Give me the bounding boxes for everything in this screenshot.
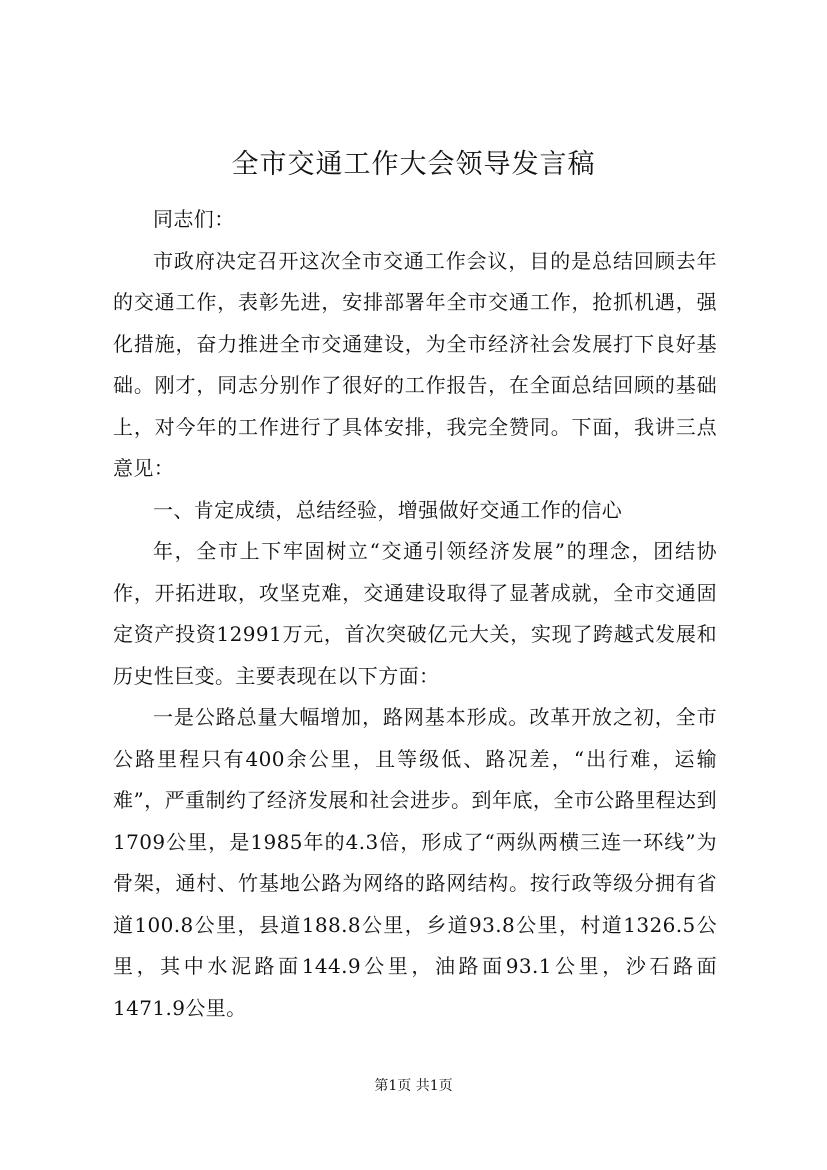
- page-footer: 第1页 共1页: [374, 1078, 453, 1094]
- paragraph-road-network: 一是公路总量大幅增加，路网基本形成。改革开放之初，全市公路里程只有400余公里，且等级低、路况差，“出行难，运输难”，严重制约了经济发展和社会进步。到年底，全市公路里程达到1709公里，是1985年的4.3倍，形成了“两纵两横三连一环线”为骨架，通村、竹基地公路为网络的路网结构。按行政等级分拥有省道100.8公里，县道188.8公里，乡道93.8公里，村道1326.5公里，其中水泥路面144.9公里，油路面93.1公里，沙石路面1471.9公里。: [113, 705, 717, 1020]
- section-heading-1: 一、肯定成绩，总结经验，增强做好交通工作的信心: [153, 497, 623, 522]
- paragraph-achievements: 年，全市上下牢固树立“交通引领经济发展”的理念，团结协作，开拓进取，攻坚克难，交通建设取得了显著成就，全市交通固定资产投资12991万元，首次突破亿元大关，实现了跨越式发展和历史性巨变。主要表现在以下方面：: [113, 539, 717, 688]
- paragraph-intro: 市政府决定召开这次全市交通工作会议，目的是总结回顾去年的交通工作，表彰先进，安排部署年全市交通工作，抢抓机遇，强化措施，奋力推进全市交通建设，为全市经济社会发展打下良好基础。刚才，同志分别作了很好的工作报告，在全面总结回顾的基础上，对今年的工作进行了具体安排，我完全赞同。下面，我讲三点意见：: [113, 248, 717, 480]
- salutation: 同志们：: [153, 207, 235, 231]
- document-body: [113, 199, 717, 1029]
- document-title: 全市交通工作大会领导发言稿: [231, 149, 596, 180]
